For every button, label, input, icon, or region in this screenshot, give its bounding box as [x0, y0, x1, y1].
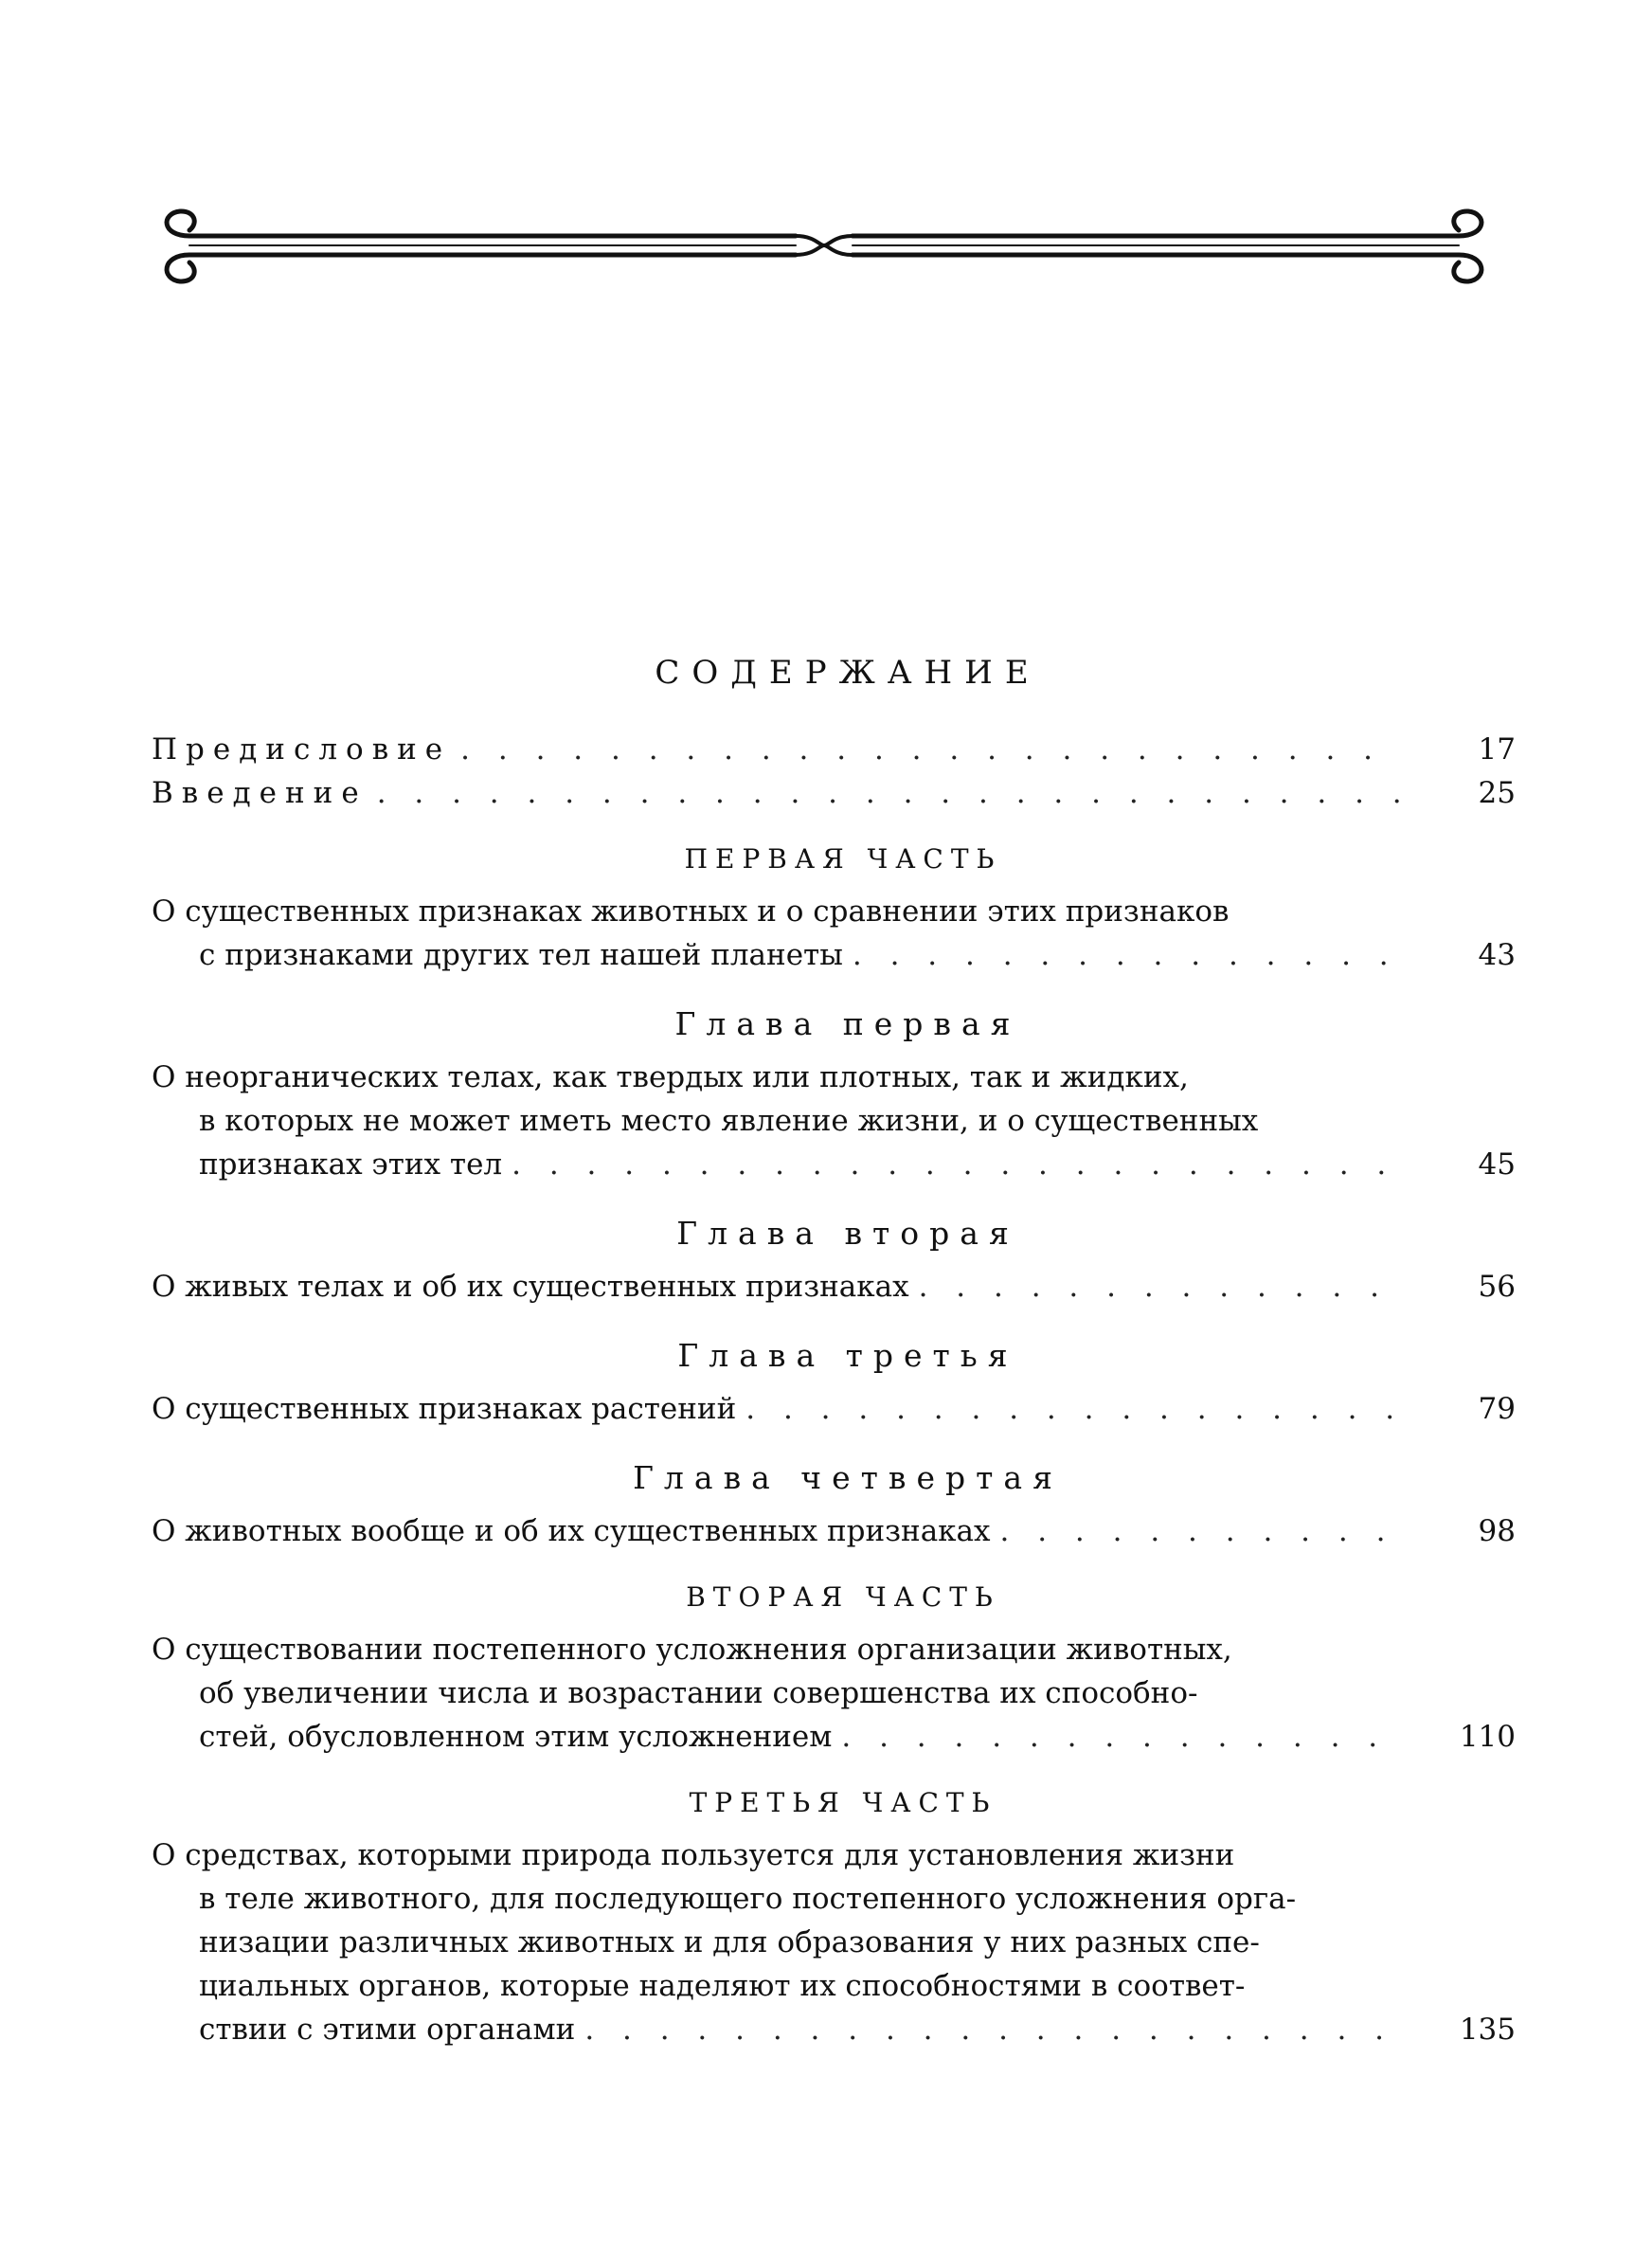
dot-leader	[368, 771, 1402, 815]
page-number: 56	[1478, 1270, 1516, 1304]
page-number: 43	[1478, 938, 1516, 972]
toc-entry-chapter-four[interactable]	[152, 1509, 1516, 1553]
chapter-four-heading: Глава четвертая	[633, 1459, 1063, 1496]
part-three-heading: ТРЕТЬЯ ЧАСТЬ	[689, 1787, 997, 1818]
entry-text-line: ствии с этими органами	[199, 2013, 576, 2047]
toc-entry-chapter-one[interactable]	[152, 1056, 1516, 1186]
part-one-heading: ПЕРВАЯ ЧАСТЬ	[684, 843, 1002, 875]
toc-entry-part-one[interactable]	[152, 890, 1516, 977]
entry-text-line: О существенных признаках животных и о сравнении этих признаков	[152, 894, 1230, 929]
decorative-header-ornament	[152, 204, 1497, 289]
part-two-heading: ВТОРАЯ ЧАСТЬ	[686, 1581, 1000, 1613]
entry-text-line: О существенных признаках растений	[152, 1392, 737, 1426]
page-number: 79	[1478, 1392, 1516, 1426]
toc-entry-part-three[interactable]	[152, 1833, 1516, 2051]
entry-text-line: циальных органов, которые наделяют их способностями в соответ-	[199, 1969, 1246, 2003]
entry-text-line: О живых телах и об их существенных признаках	[152, 1270, 909, 1304]
entry-text-line: О неорганических телах, как твердых или плотных, так и жидких,	[152, 1060, 1189, 1094]
entry-text-line: об увеличении числа и возрастании совершенства их способно-	[199, 1676, 1198, 1710]
chapter-three-heading: Глава третья	[677, 1337, 1018, 1374]
entry-text-line: О животных вообще и об их существенных признаках	[152, 1514, 991, 1548]
entry-text-line: в теле животного, для последующего постепенного усложнения орга-	[199, 1882, 1297, 1916]
dot-leader	[991, 1509, 1402, 1553]
entry-text-line: низации различных животных и для образования у них разных спе-	[199, 1925, 1260, 1959]
page-number: 98	[1478, 1514, 1516, 1548]
dot-leader	[909, 1265, 1402, 1309]
entry-text-line: О средствах, которыми природа пользуется для установления жизни	[152, 1838, 1235, 1872]
dot-leader	[832, 1715, 1402, 1759]
toc-entry-chapter-three[interactable]	[152, 1387, 1516, 1431]
chapter-one-heading: Глава первая	[674, 1005, 1021, 1042]
toc-entry-chapter-two[interactable]	[152, 1265, 1516, 1309]
entry-label: Предисловие	[152, 732, 452, 767]
dot-leader	[451, 728, 1402, 771]
entry-text-line: О существовании постепенного усложнения организации животных,	[152, 1633, 1232, 1667]
dot-leader	[502, 1143, 1402, 1186]
dot-leader	[843, 933, 1402, 977]
entry-text-line: признаках этих тел	[199, 1147, 503, 1182]
dot-leader	[575, 2008, 1402, 2051]
page-number: 25	[1478, 776, 1516, 810]
table-of-contents	[152, 654, 1516, 2051]
page-number: 45	[1478, 1147, 1516, 1182]
toc-entry-introduction[interactable]	[152, 771, 1516, 815]
entry-label: Введение	[152, 776, 368, 810]
entry-text-line: стей, обусловленном этим усложнением	[199, 1720, 833, 1754]
page-number: 110	[1459, 1720, 1516, 1754]
entry-text-line: в которых не может иметь место явление жизни, и о существенных	[199, 1104, 1259, 1138]
toc-entry-part-two[interactable]	[152, 1628, 1516, 1759]
dot-leader	[736, 1387, 1402, 1431]
chapter-two-heading: Глава вторая	[676, 1215, 1019, 1252]
toc-entry-preface[interactable]	[152, 728, 1516, 771]
entry-text-line: с признаками других тел нашей планеты	[199, 938, 843, 972]
page-number: 17	[1478, 732, 1516, 767]
page-number: 135	[1459, 2013, 1516, 2047]
page-title: СОДЕРЖАНИЕ	[655, 654, 1041, 692]
